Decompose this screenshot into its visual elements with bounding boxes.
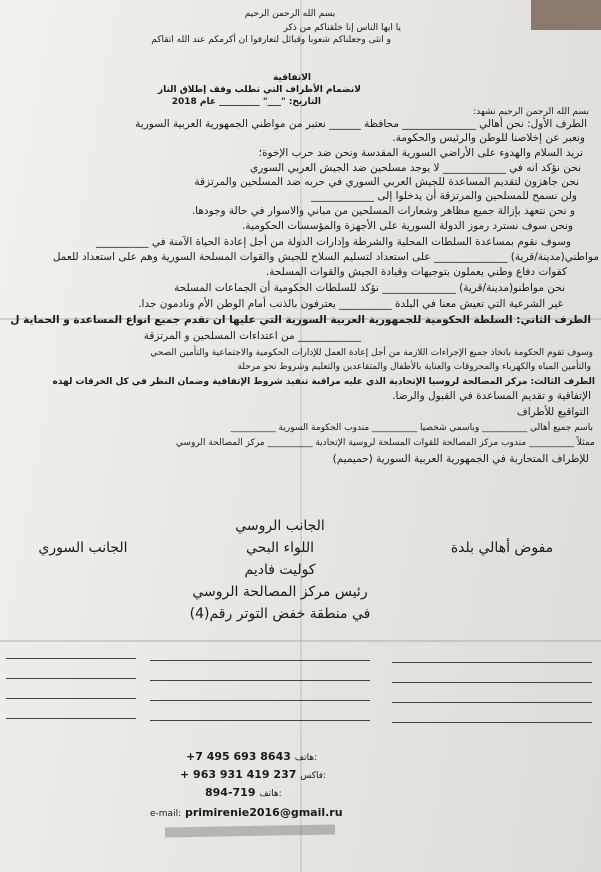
- agreement-subtitle: لانضمام الأطراف التي تطلب وقف إطلاق النار: [157, 85, 361, 95]
- fax-number: + 963 931 419 237: [180, 768, 297, 781]
- email-label: e-mail:: [150, 809, 182, 819]
- email-address: primirenie2016@gmail.ru: [184, 806, 343, 819]
- body-line: و نحن نتعهد بإزالة جميع مظاهر وشعارات المسلحين من مباني والاسوار في حالة وجودها.: [191, 205, 575, 217]
- body-line: نحن مواطنو(مدينة/قرية) ______________ نؤكد للسلطات الحكومية أن الجماعات المسلحة: [174, 282, 565, 294]
- russian-rank: اللواء البحي: [245, 540, 315, 556]
- fax-contact: [180, 768, 326, 781]
- phone-number: +7 495 693 8643: [186, 750, 291, 763]
- party-three-line: الطرف الثالث: مركز المصالحة لروسيا الإتحادية الذي عليه مراقبة تنفيذ شروط الإتفاقية وضمان النظر في كل الخرقات لهذه: [52, 377, 595, 387]
- body-line: غير الشرعية التي تعيش معنا في البلدة __________ يعترفون بالذنب أمام الوطن الأم ونادمون جدا.: [138, 298, 563, 310]
- body-line: وسوف نقوم بمساعدة السلطات المحلية والشرطة وإدارات الدولة من أجل إعادة الحياة الآمنة في __________: [95, 236, 571, 248]
- body-line: نريد السلام والهدوء على الأراضي السورية المقدسة ونحن ضد حرب الإخوة؛: [258, 147, 583, 159]
- body-line: كقوات دفاع وطني يعملون بتوجيهات وقيادة الجيش والقوات المسلحة.: [265, 266, 567, 278]
- phone2-label: هاتف:: [259, 789, 282, 799]
- local-signatory-title: مفوض أهالي بلدة: [450, 540, 554, 556]
- signature-line: [6, 658, 136, 659]
- body-line: الإتفاقية و تقديم المساعدة في القبول والرضا.: [392, 390, 591, 402]
- phone2-contact: [205, 786, 282, 799]
- body-line: للإطراف المتحاربة في الجمهورية العربية السورية (حميميم): [332, 453, 589, 465]
- phone-contact: [186, 750, 317, 763]
- party-two-line: الطرف الثاني: السلطة الحكومية للجمهورية العربية السورية التي عليها ان تقدم جميع انواع المساعدة و الحماية ل: [10, 314, 591, 326]
- body-line: والتأمين المياه والكهرباء والمحروقات والعناية بالأطفال والمتقاعدين والتعليم وشروط نحو مرحلة: [237, 362, 591, 372]
- body-line: نحن نؤكد انه في ____________ لا يوجد مسلحين ضد الجيش العربي السوري: [250, 162, 581, 174]
- russian-name: كوليت فاديم: [244, 562, 316, 578]
- signature-line: [150, 700, 370, 701]
- russian-side-title: الجانب الروسي: [235, 518, 325, 534]
- body-line: مواطني(مدينة/قرية) ______________ على استعداد لتسليم السلاح للجيش والقوات المسلحة السورية وهم على استعداد للعمل: [52, 251, 599, 263]
- russian-role: رئيس مركز المصالحة الروسي: [192, 584, 368, 600]
- signature-line: [6, 678, 136, 679]
- signature-line: [6, 718, 136, 719]
- signature-line: [150, 680, 370, 681]
- signature-line: [150, 720, 370, 721]
- body-line: نحن جاهزون لتقديم المساعدة للجيش العربي السوري في حربه ضد المسلحين والمرتزقة: [194, 176, 579, 188]
- signature-line: [392, 662, 592, 663]
- email-contact: [150, 806, 343, 819]
- agreement-title: الاتفاقية: [272, 73, 311, 83]
- body-line: ونعبر عن إخلاصنا للوطن والرئيس والحكومة.: [392, 132, 585, 144]
- russian-zone: في منطقة خفض التوتر رقم(4): [189, 606, 371, 622]
- verse-line-1: يا ايها الناس إنا خلقناكم من ذكر: [283, 23, 401, 33]
- signatures-heading: التواقيع للأطراف: [516, 406, 589, 418]
- party-one-line: الطرف الأول: نحن أهالي ______________ محافظة ______ نعتبر من مواطني الجمهورية العربية السورية: [135, 118, 587, 130]
- background-corner: [531, 0, 601, 30]
- body-line: وسوف تقوم الحكومة باتخاذ جميع الإجراءات اللازمة من أجل إعادة العمل للإدارات الحكومية والاجتماعية والتأمين الصحي: [150, 348, 593, 358]
- agreement-date: التاريخ: "___" _________ عام 2018: [171, 97, 321, 107]
- fax-label: فاكس:: [300, 771, 327, 781]
- phone2-number: 894-719: [205, 786, 256, 799]
- signature-line: [392, 682, 592, 683]
- signatories-line: باسم جميع أهالي __________ وباسمي شخصيا __________ مندوب الحكومة السورية __________: [230, 423, 593, 433]
- signature-line: [392, 702, 592, 703]
- basmala-top: بسم الله الرحمن الرحيم: [244, 9, 336, 19]
- signatories-line: ممثلاً __________ مندوب مركز المصالحة للقوات المسلحة لروسية الإتحادية __________ مركز المصالحة الروسي: [175, 438, 595, 448]
- body-line: بسم الله الرحمن الرحيم نشهد:: [473, 107, 589, 117]
- signature-line: [150, 660, 370, 661]
- body-line: ولن نسمح للمسلحين والمرتزقة أن يدخلوا إلى ____________: [311, 190, 577, 202]
- smudged-stamp: [165, 825, 335, 838]
- body-line: ونحن سوف نسترد رموز الدولة السورية على الأجهزة والمؤسسات الحكومية.: [242, 220, 573, 232]
- phone-label: هاتف:: [294, 753, 318, 763]
- verse-line-2: و انثى وجعلناكم شعوبا وقبائل لتعارفوا ان أكرمكم عند الله اتقاكم: [151, 35, 391, 45]
- syrian-side-title: الجانب السوري: [38, 540, 128, 556]
- signature-line: [392, 722, 592, 723]
- signature-line: [6, 698, 136, 699]
- body-line: ____________ من اعتداءات المسلحين و المرتزقة: [143, 330, 361, 342]
